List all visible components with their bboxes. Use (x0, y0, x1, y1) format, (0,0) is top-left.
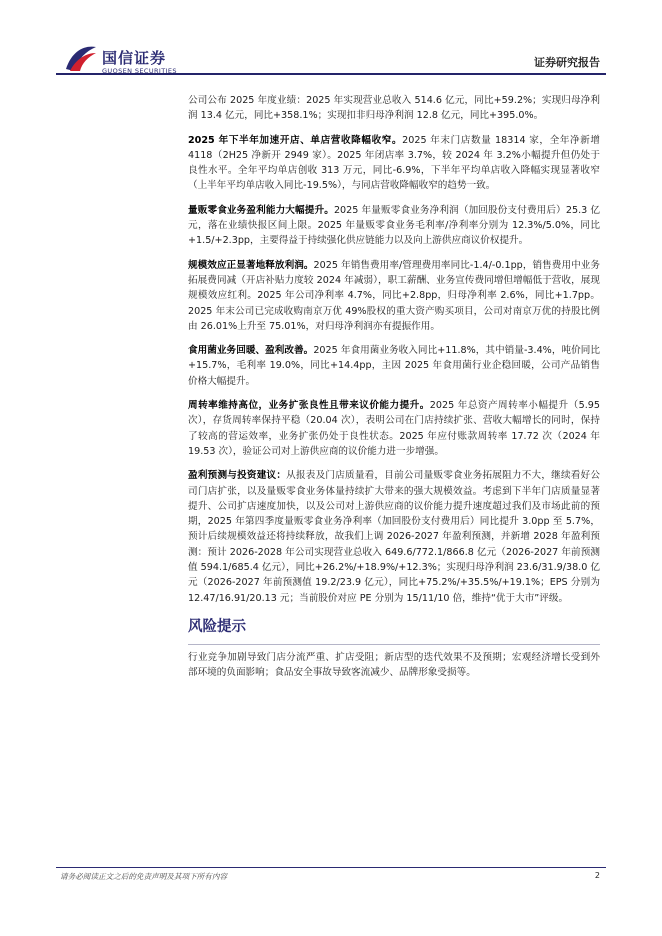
paragraph-body: 2025 年食用菌业务收入同比+11.8%，其中销量-3.4%，吨价同比+15.7%，毛利率 19.0%，同比+14.4pp，主因 2025 年食用菌行业企稳回暖，公司产品销售价格大幅提升。 (188, 345, 600, 387)
paragraph-lead: 周转率维持高位，业务扩张良性且带来议价能力提升。 (188, 400, 430, 412)
footer-divider (56, 867, 606, 868)
paragraph-lead: 食用菌业务回暖、盈利改善。 (188, 345, 314, 357)
paragraph-body: 公司公布 2025 年度业绩：2025 年实现营业总收入 514.6 亿元，同比+59.2%；实现归母净利润 13.4 亿元，同比+358.1%；实现扣非归母净利润 12.8 亿元，同比+395.0%。 (188, 95, 600, 122)
paragraph-lead: 盈利预测与投资建议： (188, 470, 287, 482)
paragraph-scale-effect (188, 258, 600, 334)
paragraph-body: 2025 年总资产周转率小幅提升（5.95 次），存货周转率保持平稳（20.04 次），表明公司在门店持续扩张、营收大幅增长的同时，保持了较高的营运效率，业务扩张仍处于良性状态。2025 年应付账款周转率 17.72 次（2024 年 19.53 次），验证公司对上游供应商的议价能力进一步增强。 (188, 400, 601, 457)
paragraph-turnover (188, 398, 600, 459)
report-type-label: 证券研究报告 (534, 56, 600, 69)
footer-disclaimer: 请务必阅读正文之后的免责声明及其项下所有内容 (60, 872, 228, 881)
paragraph-lead: 规模效应正显著地释放利润。 (188, 259, 314, 271)
paragraph-body: 从报表及门店质量看，目前公司量贩零食业务拓展阻力不大，继续看好公司门店扩张，以及量贩零食业务体量持续扩大带来的强大规模效益。考虑到下半年门店质量显著提升、公司扩店速度加快，以及公司对上游供应商的议价能力提升速度超过我们及市场此前的预期，2025 年第四季度量贩零食业务净利率（加回股份支付费用后）同比提升 3.0pp 至 5.7%，预计后续规模效益还将持续释放，故我们上调 2026-2027 年盈利预测，并新增 2028 年盈利预测：预计 2026-2028 年公司实现营业总收入 649.6/772.1/866.8 亿元（2026-2027 年前预测值 594.1/685.4 亿元），同比+26.2%/+18.9%/+12.3%；实现归母净利润 23.6/31.9/38.0 亿元（2026-2027 年前预测值 19.2/23.9 亿元），同比+75.2%/+35.5%/+19.1%；EPS 分别为 12.47/16.91/20.13 元；当前股价对应 PE 分别为 15/11/10 倍，维持“优于大市”评级。 (188, 470, 601, 604)
paragraph-lead: 2025 年下半年加速开店、单店营收降幅收窄。 (188, 134, 403, 146)
paragraph-body: 2025 年量贩零食业务净利润（加回股份支付费用后）25.3 亿元，落在业绩快报区间上限。2025 年量贩零食业务毛利率/净利率分别为 12.3%/5.0%，同比+1.5/+2.3pp，主要得益于持续强化供应链能力以及向上游供应商议价权提升。 (188, 204, 601, 247)
paragraph-snack-profitability (188, 203, 600, 249)
risk-section-title: 风险提示 (188, 618, 246, 635)
risk-section-body: 行业竞争加剧导致门店分流严重、扩店受阻；新店型的迭代效果不及预期；宏观经济增长受到外部环境的负面影响；食品安全事故导致客流减少、品牌形象受损等。 (188, 651, 600, 679)
page-header (0, 0, 662, 86)
guosen-logo (64, 41, 214, 81)
logo-text-en: GUOSEN SECURITIES (102, 67, 177, 75)
paragraph-body: 2025 年末门店数量 18314 家，全年净新增 4118（2H25 净新开 2949 家）。2025 年闭店率 3.7%，较 2024 年 3.2%小幅提升但仍处于良性水平。全年平均单店创收 313 万元，同比-6.9%，下半年平均单店收入降幅实现显著收窄（上半年平均单店收入同比-19.5%），与同店营收降幅收窄的趋势一致。 (188, 134, 600, 192)
main-content (188, 93, 600, 690)
paragraph-summary (188, 93, 600, 124)
header-divider (56, 73, 606, 75)
paragraph-lead: 量贩零食业务盈利能力大幅提升。 (188, 204, 334, 216)
paragraph-mushroom-business (188, 343, 600, 389)
page-number: 2 (594, 871, 600, 880)
paragraph-store-expansion (188, 133, 600, 194)
logo-text-cn: 国信证券 (102, 49, 167, 67)
guosen-logo-icon (64, 41, 98, 75)
risk-section-divider (188, 644, 600, 645)
paragraph-body: 2025 年销售费用率/管理费用率同比-1.4/-0.1pp，销售费用中业务拓展费同减（开店补贴力度较 2024 年减弱），职工薪酬、业务宣传费同增但增幅低于营收，展现规模效应红利。2025 年公司净利率 4.7%，同比+2.8pp，归母净利率 2.6%，同比+1.7pp。2025 年末公司已完成收购南京万优 49%股权的重大资产购买项目，公司对南京万优的持股比例由 26.01%上升至 75.01%，对归母净利润亦有提振作用。 (188, 259, 601, 332)
paragraph-forecast (188, 468, 600, 606)
